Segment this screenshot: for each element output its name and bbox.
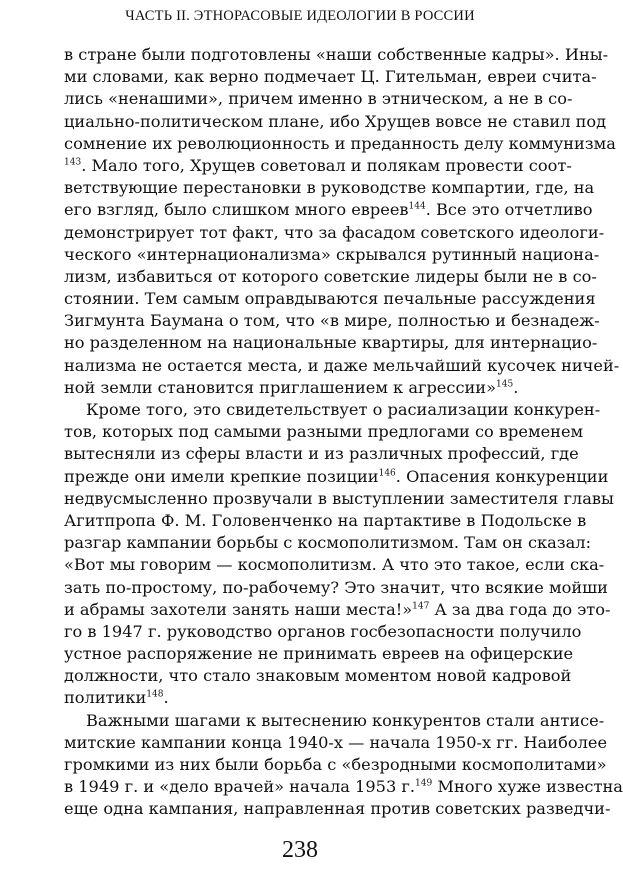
footnote-ref: 149 <box>415 778 433 789</box>
text-line <box>64 421 584 443</box>
text-run: должности, что стало знаковым моментом новой кадровой <box>64 666 572 686</box>
text-run: прежде они имели крепкие позиции <box>64 466 379 486</box>
text-line <box>64 665 572 687</box>
text-line <box>64 155 572 177</box>
text-line <box>64 399 601 421</box>
text-run: устное распоряжение не принимать евреев на офицерские <box>64 644 574 664</box>
running-head: ЧАСТЬ II. ЭТНОРАСОВЫЕ ИДЕОЛОГИИ В РОССИИ <box>125 8 475 24</box>
text-line <box>64 88 573 110</box>
text-run: сомнение их революционность и преданность делу коммунизма <box>64 133 616 153</box>
text-line <box>64 710 605 732</box>
text-run: ной земли становится приглашением к агрессии» <box>64 377 497 397</box>
text-run: . <box>513 377 519 397</box>
text-line <box>64 732 608 754</box>
text-run: политики <box>64 688 147 708</box>
text-run: зать по-простому, по-рабочему? Это значит, что всякие мойши <box>64 577 608 597</box>
text-line <box>64 754 607 776</box>
text-line <box>64 776 623 798</box>
text-run: вытесняли из сферы власти и из различных профессий, где <box>64 444 579 464</box>
text-line <box>64 133 616 155</box>
text-line <box>64 66 597 88</box>
text-line <box>64 111 607 133</box>
footnote-ref: 146 <box>378 468 396 479</box>
text-line <box>64 177 595 199</box>
text-run: разгар кампании борьбы с космополитизмом. Там он сказал: <box>64 533 592 553</box>
text-line <box>64 222 605 244</box>
text-line <box>64 554 605 576</box>
footnote-ref: 143 <box>64 157 82 168</box>
footnote-ref: 147 <box>412 601 430 612</box>
text-run: нализма не остается места, и даже мельчайший кусочек ничей- <box>64 355 620 375</box>
text-run: и абрамы захотели занять наши места!» <box>64 599 413 619</box>
text-line <box>64 44 609 66</box>
text-run: . Мало того, Хрущев советовал и полякам провести соот- <box>81 155 572 175</box>
text-run: демонстрирует тот факт, что за фасадом советского идеологи- <box>64 222 605 242</box>
text-line <box>64 288 596 310</box>
text-run: в стране были подготовлены «наши собственные кадры». Ины- <box>64 45 609 64</box>
text-line <box>64 532 592 554</box>
text-run: . Опасения конкуренции <box>395 466 609 486</box>
text-run: но разделенном на национальные квартиры, для интернацио- <box>64 333 598 353</box>
text-run: его взгляд, было слишком много евреев <box>64 200 409 220</box>
text-run: Зигмунта Баумана о том, что «в мире, полностью и безнадеж- <box>64 311 600 331</box>
footnote-ref: 144 <box>408 201 426 212</box>
text-run: лизм, избавиться от которого советские лидеры были не в со- <box>64 266 597 286</box>
text-run: недвусмысленно прозвучали в выступлении заместителя главы <box>64 488 614 508</box>
text-run: стоянии. Тем самым оправдываются печальные рассуждения <box>64 289 596 309</box>
text-line <box>64 510 587 532</box>
text-run: тов, которых под самыми разными предлогами со временем <box>64 422 584 442</box>
text-line <box>64 466 609 488</box>
text-run: ветствующие перестановки в руководстве компартии, где, на <box>64 178 595 198</box>
text-line <box>64 643 574 665</box>
text-line <box>64 488 614 510</box>
text-line <box>64 599 611 621</box>
text-run: лись «ненашими», причем именно в этническом, а не в со- <box>64 89 573 109</box>
text-line <box>64 310 600 332</box>
body-text <box>64 44 623 821</box>
text-line <box>64 244 600 266</box>
text-run: в 1949 г. и «дело врачей» начала 1953 г. <box>64 777 416 797</box>
text-run: циально-политическом плане, ибо Хрущев вовсе не ставил под <box>64 111 607 131</box>
text-run: Важными шагами к вытеснению конкурентов стали антисе- <box>86 710 605 730</box>
text-line <box>64 266 597 288</box>
text-line <box>64 199 593 221</box>
text-run: «Вот мы говорим — космополитизм. А что это такое, если ска- <box>64 555 605 575</box>
text-line <box>64 798 611 820</box>
page-number: 238 <box>282 837 318 863</box>
text-run: Агитпропа Ф. М. Головенченко на партактиве в Подольске в <box>64 510 587 530</box>
text-run: ми словами, как верно подмечает Ц. Гительман, евреи счита- <box>64 67 597 87</box>
text-run: громкими из них были борьба с «безродными космополитами» <box>64 755 607 774</box>
text-line <box>64 621 582 643</box>
footnote-ref: 148 <box>146 690 164 701</box>
text-line <box>64 355 620 377</box>
text-line <box>64 377 548 399</box>
footnote-ref: 145 <box>496 379 514 390</box>
text-run: Кроме того, это свидетельствует о расиализации конкурен- <box>86 400 601 419</box>
text-run: митские кампании конца 1940-х — начала 1950-х гг. Наиболее <box>64 732 608 752</box>
text-run: го в 1947 г. руководство органов госбезопасности получило <box>64 621 582 641</box>
text-run: еще одна кампания, направленная против советских разведчи- <box>64 799 611 819</box>
text-run: А за два года до это- <box>429 599 611 619</box>
text-run: . <box>163 688 169 708</box>
text-run: Много хуже известна <box>432 777 623 797</box>
text-run: ческого «интернационализма» скрывался рутинный национа- <box>64 244 600 264</box>
text-line <box>64 443 579 465</box>
text-line <box>64 687 548 709</box>
text-run: . Все это отчетливо <box>425 200 593 220</box>
text-line <box>64 332 598 354</box>
text-line <box>64 577 608 599</box>
